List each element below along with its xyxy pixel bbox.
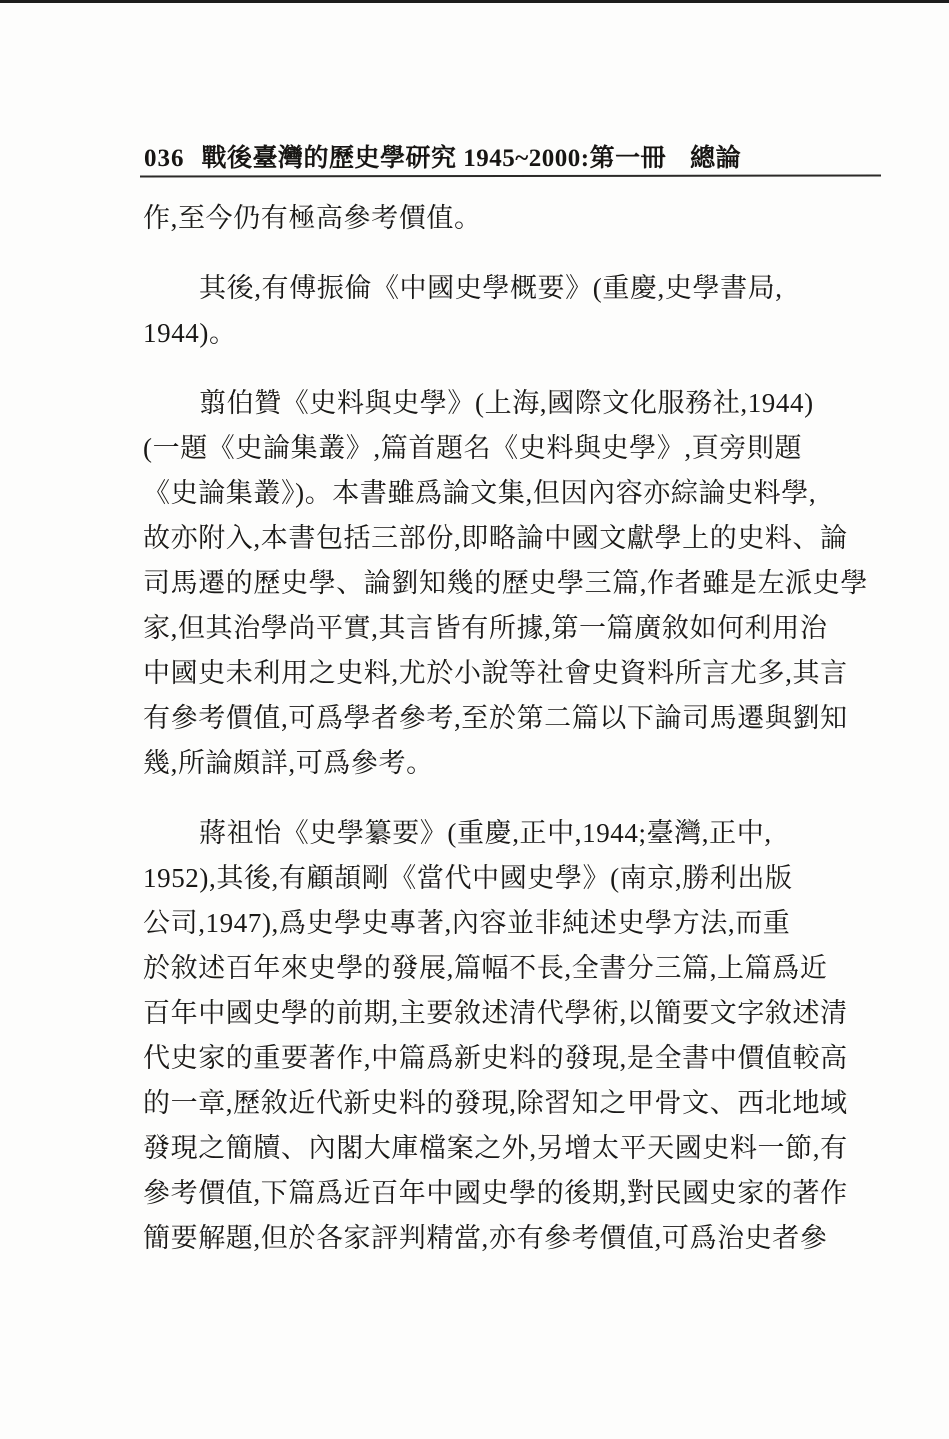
page-header — [144, 138, 886, 174]
text-line: 於敘述百年來史學的發展,篇幅不長,全書分三篇,上篇爲近 — [143, 953, 828, 983]
paragraph — [143, 196, 889, 241]
text-line: 1944)。 — [143, 318, 237, 348]
header-divider — [140, 174, 881, 177]
text-line: 發現之簡牘、內閣大庫檔案之外,另增太平天國史料一節,有 — [143, 1133, 848, 1163]
text-line: 蔣祖怡《史學纂要》(重慶,正中,1944;臺灣,正中, — [199, 818, 772, 848]
paragraph — [143, 811, 889, 1261]
text-line: 的一章,歷敘近代新史料的發現,除習知之甲骨文、西北地域 — [143, 1088, 848, 1118]
text-line: 1952),其後,有顧頡剛《當代中國史學》(南京,勝利出版 — [143, 863, 793, 893]
text-line: (一題《史論集叢》,篇首題名《史料與史學》,頁旁則題 — [143, 433, 803, 463]
text-line: 故亦附入,本書包括三部份,即略論中國文獻學上的史料、論 — [143, 523, 848, 553]
text-line: 幾,所論頗詳,可爲參考。 — [143, 748, 434, 778]
text-line: 其後,有傅振倫《中國史學概要》(重慶,史學書局, — [199, 273, 783, 303]
text-line: 作,至今仍有極高參考價值。 — [143, 203, 482, 233]
section-title: 總論 — [690, 145, 742, 172]
text-line: 簡要解題,但於各家評判精當,亦有參考價值,可爲治史者參 — [143, 1223, 828, 1253]
text-line: 《史論集叢》)。本書雖爲論文集,但因內容亦綜論史料學, — [143, 478, 817, 508]
text-line: 參考價值,下篇爲近百年中國史學的後期,對民國史家的著作 — [143, 1178, 848, 1208]
page-number: 036 — [144, 145, 185, 172]
text-line: 百年中國史學的前期,主要敘述清代學術,以簡要文字敘述清 — [143, 998, 848, 1028]
text-line: 司馬遷的歷史學、論劉知幾的歷史學三篇,作者雖是左派史學 — [143, 568, 868, 598]
text-line: 代史家的重要著作,中篇爲新史料的發現,是全書中價值較高 — [143, 1043, 848, 1073]
text-line: 公司,1947),爲史學史專著,內容並非純述史學方法,而重 — [143, 908, 791, 938]
text-line: 翦伯贊《史料與史學》(上海,國際文化服務社,1944) — [199, 388, 814, 418]
paragraph — [143, 381, 889, 786]
scan-edge-artifact — [0, 0, 949, 3]
text-line: 家,但其治學尚平實,其言皆有所據,第一篇廣敘如何利用治 — [143, 613, 828, 643]
paragraph — [143, 266, 889, 356]
book-title: 戰後臺灣的歷史學研究 1945~2000:第一冊 — [201, 145, 667, 172]
text-line: 有參考價值,可爲學者參考,至於第二篇以下論司馬遷與劉知 — [143, 703, 848, 733]
text-line: 中國史未利用之史料,尤於小說等社會史資料所言尤多,其言 — [143, 658, 848, 688]
page-body — [143, 196, 889, 1261]
